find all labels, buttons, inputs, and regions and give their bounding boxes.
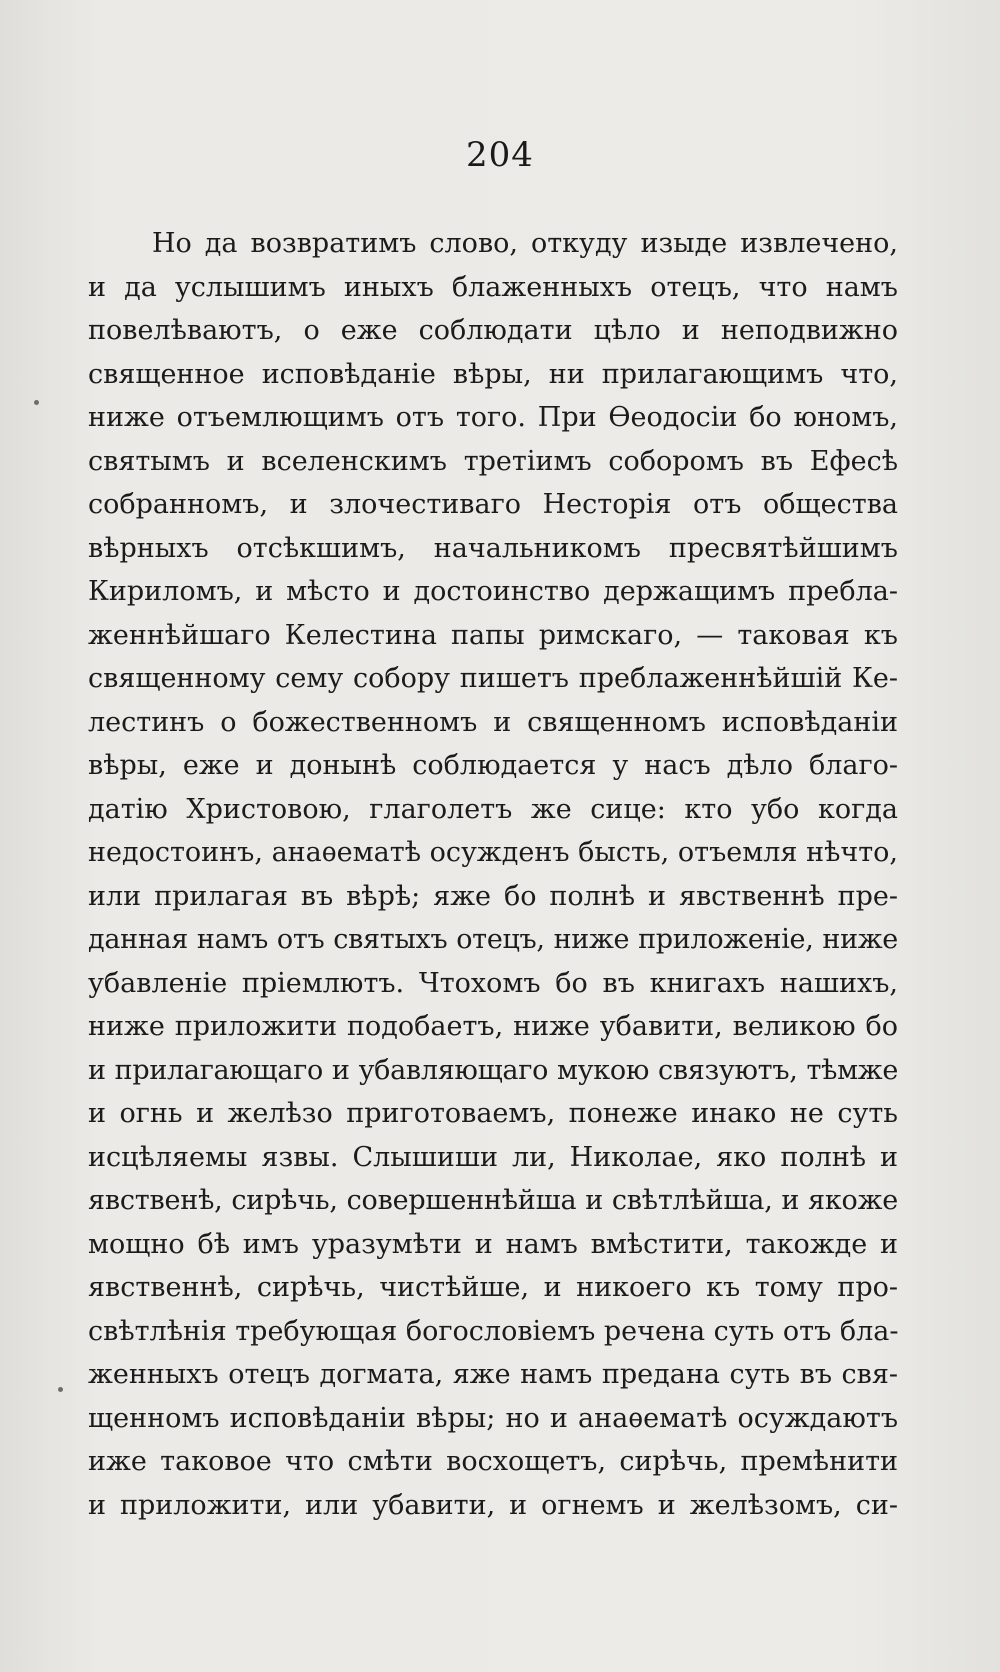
text-line: ниже приложити подобаетъ, ниже убавити, великою бо [88,1011,898,1042]
body-text [88,222,898,1527]
ink-speck [34,400,39,405]
text-line: и огнь и желѣзо приготоваемъ, понеже инако не суть [88,1098,898,1129]
text-line: женнѣйшаго Келестина папы римскаго, — таковая къ [88,619,898,651]
text-line: недостоинъ, анаѳематѣ осужденъ бысть, отъемля нѣчто, [88,837,898,868]
text-line: вѣры, еже и донынѣ соблюдается у насъ дѣло благо- [88,750,898,781]
text-line: и прилагающаго и убавляющаго мукою связуютъ, тѣмже [88,1054,898,1086]
text-line: и да услышимъ иныхъ блаженныхъ отецъ, что намъ [88,271,898,303]
text-line: щенномъ исповѣданіи вѣры; но и анаѳематѣ осуждаютъ [88,1402,898,1434]
text-line: священному сему собору пишетъ преблаженнѣйшій Ке- [88,663,898,694]
text-line: ниже отъемлющимъ отъ того. При Ѳеодосіи бо юномъ, [88,402,898,433]
text-line: явственнѣ, сирѣчь, чистѣйше, и никоего къ тому про- [88,1272,898,1303]
text-line: Но да возвратимъ слово, откуду изыде извлечено, [152,228,898,259]
text-line: святымъ и вселенскимъ третіимъ соборомъ въ Ефесѣ [88,445,898,477]
text-line: собранномъ, и злочестиваго Несторія отъ общества [88,489,898,520]
text-line: убавленіе пріемлютъ. Чтохомъ бо въ книгахъ нашихъ, [88,967,898,999]
text-line: мощно бѣ имъ уразумѣти и намъ вмѣстити, такожде и [88,1228,898,1260]
text-line: датію Христовою, глаголетъ же сице: кто убо когда [88,793,898,825]
page-number: 204 [466,135,534,175]
text-line: явственѣ, сирѣчь, совершеннѣйша и свѣтлѣйша, и якоже [88,1185,898,1216]
text-line: иже таковое что смѣти восхощетъ, сирѣчь, премѣнити [88,1446,898,1477]
ink-speck [58,1387,63,1392]
text-line: или прилагая въ вѣрѣ; яже бо полнѣ и явственнѣ пре- [88,880,898,912]
text-line: вѣрныхъ отсѣкшимъ, начальникомъ пресвятѣйшимъ [88,532,898,564]
text-line: повелѣваютъ, о еже соблюдати цѣло и неподвижно [88,315,898,346]
text-line: исцѣляемы язвы. Слышиши ли, Николае, яко полнѣ и [88,1141,898,1173]
text-line: лестинъ о божественномъ и священномъ исповѣданіи [88,706,898,738]
text-line: Кириломъ, и мѣсто и достоинство держащимъ пребла- [88,576,898,607]
text-line: свѣтлѣнія требующая богословіемъ речена суть отъ бла- [88,1315,898,1347]
text-line: и приложити, или убавити, и огнемъ и желѣзомъ, си- [88,1489,898,1521]
text-line: данная намъ отъ святыхъ отецъ, ниже приложеніе, ниже [88,924,898,955]
text-line: священное исповѣданіе вѣры, ни прилагающимъ что, [88,358,898,390]
text-line: женныхъ отецъ догмата, яже намъ предана суть въ свя- [88,1359,898,1390]
